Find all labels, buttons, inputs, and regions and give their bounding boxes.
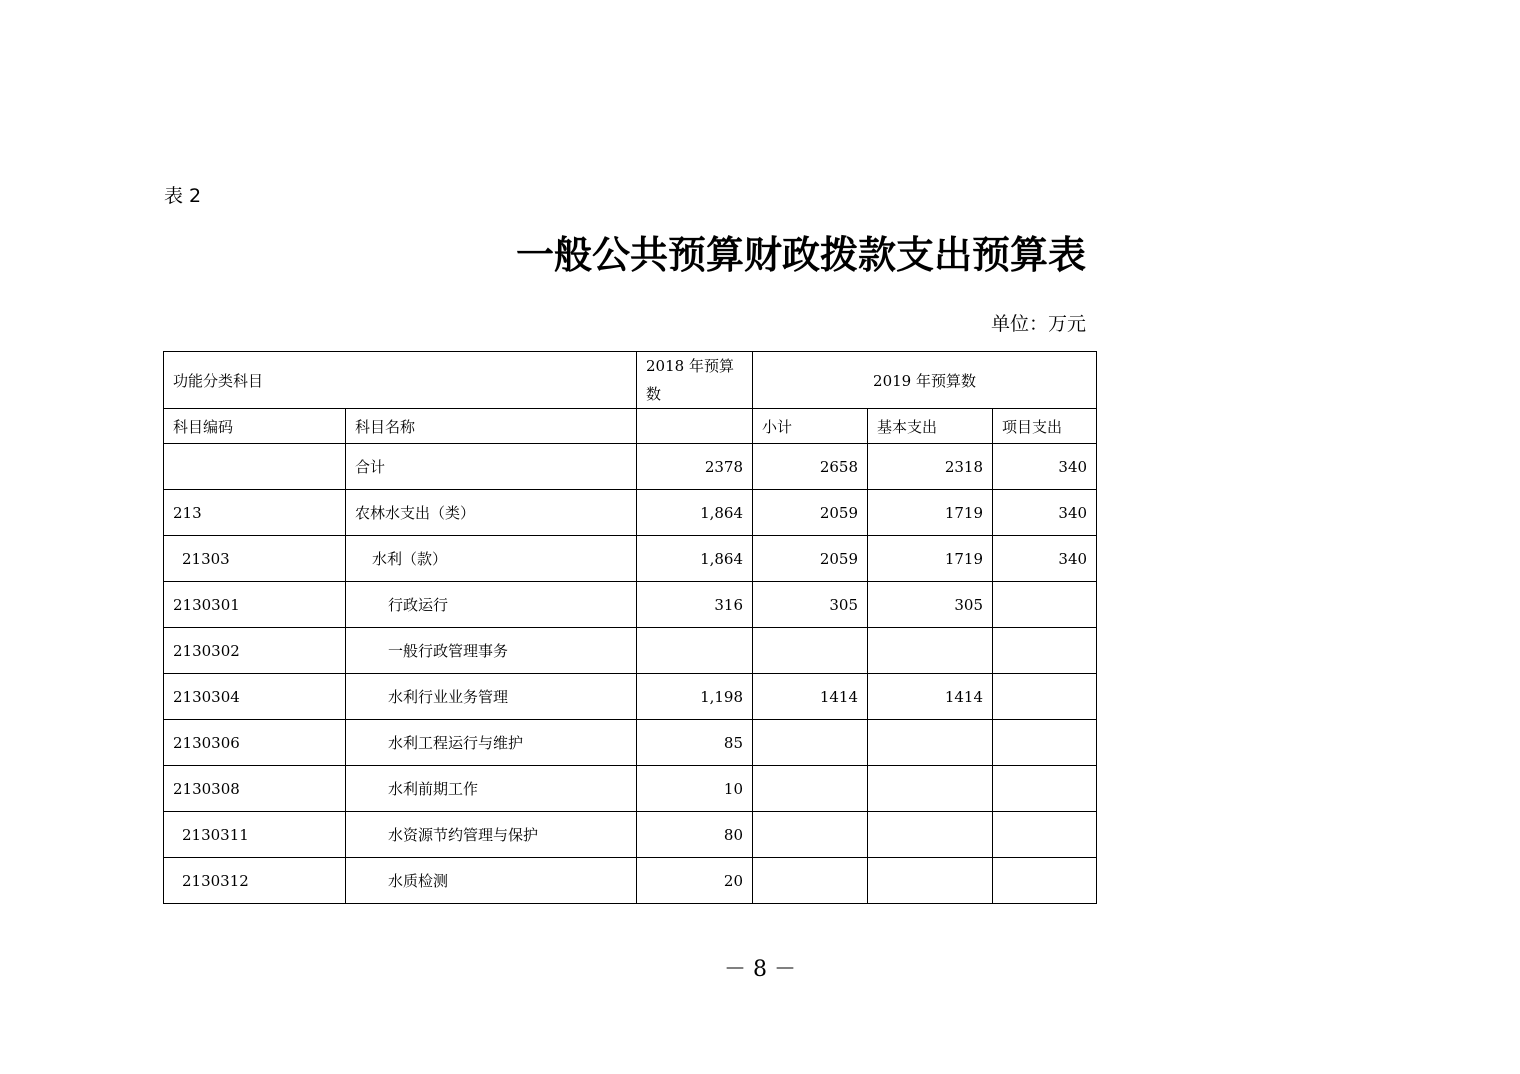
cell-subtotal: 305 bbox=[753, 582, 868, 628]
cell-project bbox=[993, 628, 1097, 674]
cell-project bbox=[993, 766, 1097, 812]
page-number: － 8 － bbox=[724, 957, 796, 982]
cell-code: 2130308 bbox=[164, 766, 346, 812]
cell-budget-2018: 10 bbox=[637, 766, 753, 812]
cell-project bbox=[993, 720, 1097, 766]
cell-subtotal: 1414 bbox=[753, 674, 868, 720]
cell-basic bbox=[868, 812, 993, 858]
table-row bbox=[164, 812, 1097, 858]
cell-budget-2018: 20 bbox=[637, 858, 753, 904]
table-label: 表 2 bbox=[164, 185, 202, 207]
cell-code: 2130304 bbox=[164, 674, 346, 720]
cell-project: 340 bbox=[993, 444, 1097, 490]
cell-budget-2018: 316 bbox=[637, 582, 753, 628]
cell-code: 21303 bbox=[164, 536, 346, 582]
table-row bbox=[164, 582, 1097, 628]
table-row bbox=[164, 490, 1097, 536]
cell-name: 水利行业业务管理 bbox=[346, 674, 637, 720]
cell-budget-2018: 1,198 bbox=[637, 674, 753, 720]
cell-subtotal bbox=[753, 720, 868, 766]
document-title: 一般公共预算财政拨款支出预算表 bbox=[515, 233, 1086, 277]
header-budget-2019: 2019 年预算数 bbox=[753, 352, 1097, 409]
table-row bbox=[164, 720, 1097, 766]
table-row bbox=[164, 674, 1097, 720]
cell-code: 2130306 bbox=[164, 720, 346, 766]
cell-subtotal bbox=[753, 812, 868, 858]
cell-budget-2018 bbox=[637, 628, 753, 674]
cell-name: 农林水支出（类） bbox=[346, 490, 637, 536]
cell-name: 水质检测 bbox=[346, 858, 637, 904]
header-row-1 bbox=[164, 352, 1097, 409]
cell-project bbox=[993, 858, 1097, 904]
header-functional-classification: 功能分类科目 bbox=[164, 352, 637, 409]
cell-code: 213 bbox=[164, 490, 346, 536]
header-subject-name: 科目名称 bbox=[346, 409, 637, 444]
unit-label: 单位：万元 bbox=[990, 313, 1086, 335]
cell-subtotal bbox=[753, 766, 868, 812]
cell-project bbox=[993, 582, 1097, 628]
cell-basic: 2318 bbox=[868, 444, 993, 490]
header-project-expenditure: 项目支出 bbox=[993, 409, 1097, 444]
cell-code: 2130301 bbox=[164, 582, 346, 628]
cell-budget-2018: 1,864 bbox=[637, 490, 753, 536]
cell-basic: 305 bbox=[868, 582, 993, 628]
table-row bbox=[164, 444, 1097, 490]
cell-project bbox=[993, 812, 1097, 858]
cell-basic bbox=[868, 628, 993, 674]
cell-subtotal: 2658 bbox=[753, 444, 868, 490]
table-row bbox=[164, 536, 1097, 582]
cell-subtotal bbox=[753, 858, 868, 904]
cell-name: 行政运行 bbox=[346, 582, 637, 628]
cell-subtotal: 2059 bbox=[753, 536, 868, 582]
cell-name: 一般行政管理事务 bbox=[346, 628, 637, 674]
header-subject-code: 科目编码 bbox=[164, 409, 346, 444]
cell-basic bbox=[868, 858, 993, 904]
header-empty-cell bbox=[637, 409, 753, 444]
cell-project: 340 bbox=[993, 490, 1097, 536]
cell-basic: 1414 bbox=[868, 674, 993, 720]
cell-project bbox=[993, 674, 1097, 720]
cell-subtotal: 2059 bbox=[753, 490, 868, 536]
cell-basic bbox=[868, 766, 993, 812]
cell-basic: 1719 bbox=[868, 536, 993, 582]
header-row-2 bbox=[164, 409, 1097, 444]
cell-basic bbox=[868, 720, 993, 766]
cell-name: 水利（款） bbox=[346, 536, 637, 582]
cell-name: 合计 bbox=[346, 444, 637, 490]
header-subtotal: 小计 bbox=[753, 409, 868, 444]
budget-table bbox=[163, 351, 1097, 904]
cell-project: 340 bbox=[993, 536, 1097, 582]
header-basic-expenditure: 基本支出 bbox=[868, 409, 993, 444]
cell-name: 水利前期工作 bbox=[346, 766, 637, 812]
cell-code: 2130311 bbox=[164, 812, 346, 858]
cell-basic: 1719 bbox=[868, 490, 993, 536]
cell-name: 水利工程运行与维护 bbox=[346, 720, 637, 766]
cell-subtotal bbox=[753, 628, 868, 674]
cell-budget-2018: 85 bbox=[637, 720, 753, 766]
cell-name: 水资源节约管理与保护 bbox=[346, 812, 637, 858]
header-budget-2018: 2018 年预算数 bbox=[637, 352, 753, 409]
cell-code bbox=[164, 444, 346, 490]
cell-budget-2018: 1,864 bbox=[637, 536, 753, 582]
table-row bbox=[164, 766, 1097, 812]
table-row bbox=[164, 858, 1097, 904]
table-row bbox=[164, 628, 1097, 674]
cell-code: 2130302 bbox=[164, 628, 346, 674]
cell-budget-2018: 2378 bbox=[637, 444, 753, 490]
cell-code: 2130312 bbox=[164, 858, 346, 904]
cell-budget-2018: 80 bbox=[637, 812, 753, 858]
